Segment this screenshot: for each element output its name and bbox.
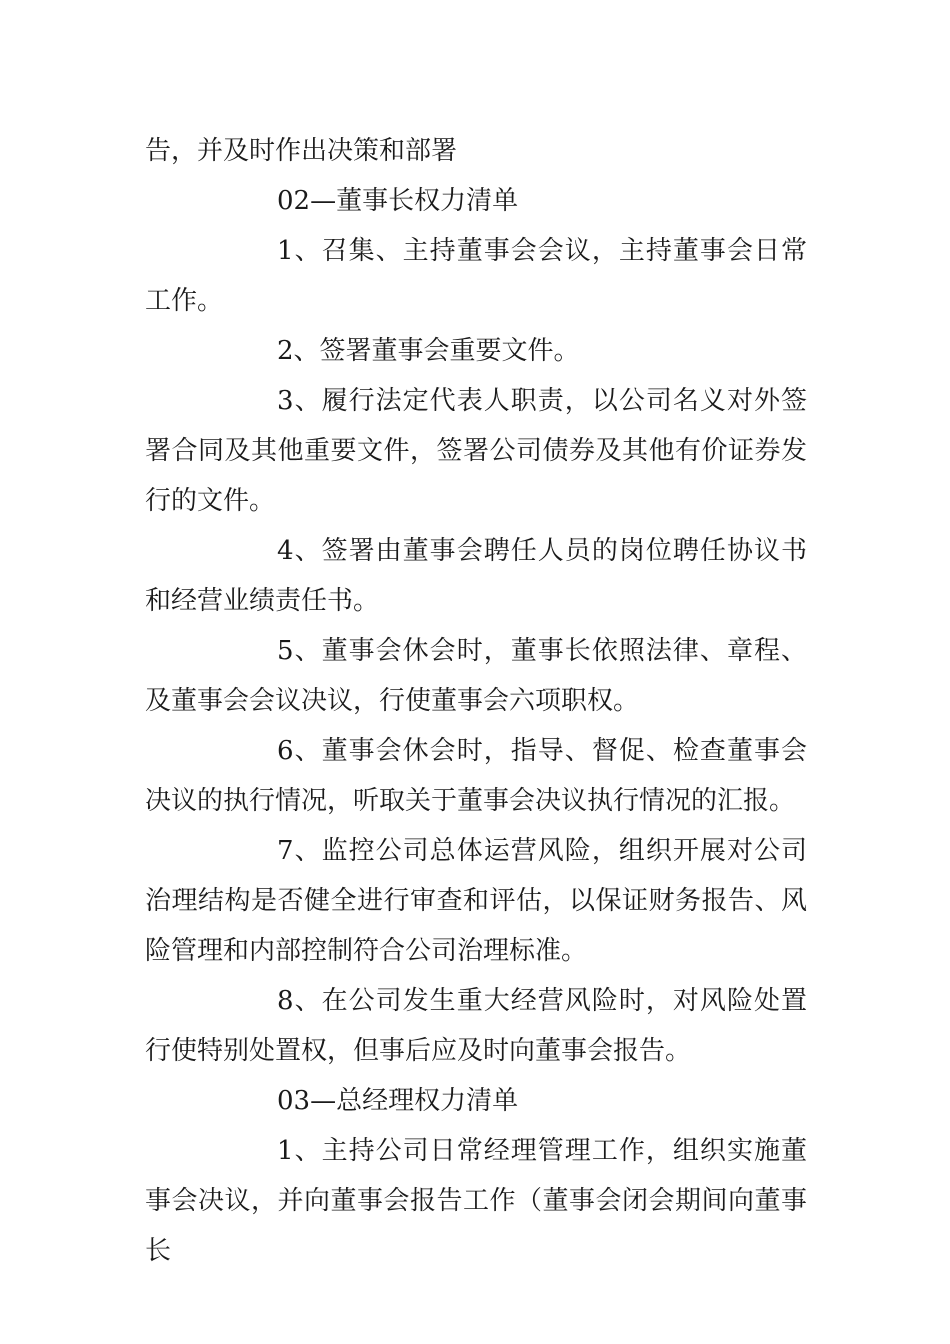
list-item: 8、在公司发生重大经营风险时，对风险处置行使特别处置权，但事后应及时向董事会报告。 (145, 986, 807, 1066)
list-item: 1、主持公司日常经理管理工作，组织实施董事会决议，并向董事会报告工作（董事会闭会期间向董事长 (145, 1136, 807, 1266)
section-heading-general-manager: 03—总经理权力清单 (277, 1086, 519, 1116)
list-item: 4、签署由董事会聘任人员的岗位聘任协议书和经营业绩责任书。 (145, 536, 807, 616)
list-item: 3、履行法定代表人职责，以公司名义对外签署合同及其他重要文件，签署公司债券及其他有价证券发行的文件。 (145, 386, 807, 516)
continuation-paragraph: 告，并及时作出决策和部署 (145, 136, 458, 166)
list-item: 1、召集、主持董事会会议，主持董事会日常工作。 (145, 236, 807, 316)
list-item: 5、董事会休会时，董事长依照法律、章程、及董事会会议决议，行使董事会六项职权。 (145, 636, 807, 716)
list-item: 2、签署董事会重要文件。 (277, 336, 580, 366)
document-body (145, 126, 807, 1276)
section-heading-chairman: 02—董事长权力清单 (277, 186, 519, 216)
list-item: 6、董事会休会时，指导、督促、检查董事会决议的执行情况，听取关于董事会决议执行情况的汇报。 (145, 736, 807, 816)
list-item: 7、监控公司总体运营风险，组织开展对公司治理结构是否健全进行审查和评估，以保证财务报告、风险管理和内部控制符合公司治理标准。 (145, 836, 807, 966)
